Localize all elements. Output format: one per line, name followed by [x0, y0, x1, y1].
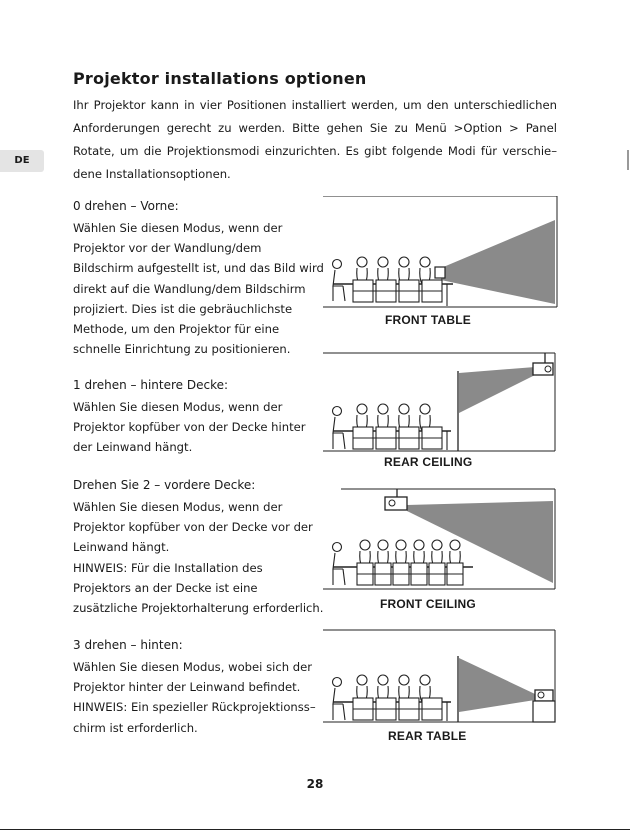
- front-ceiling-illustration: [323, 487, 558, 592]
- page-number: 28: [306, 777, 324, 791]
- section-rear-table: [73, 635, 323, 738]
- page-edge-marker: [627, 150, 629, 170]
- section-line: projiziert. Dies ist die gebräuchlichste: [73, 301, 293, 316]
- section-line: Bildschirm aufgestellt ist, und das Bild wird: [73, 261, 324, 276]
- section-line: Projektor kopfüber von der Decke hinter: [73, 420, 306, 435]
- section-line: Methode, um den Projektor für eine: [73, 322, 280, 337]
- rear-table-illustration: [323, 628, 558, 728]
- section-line: Projektors an der Decke ist eine: [73, 580, 258, 595]
- section-line: HINWEIS: Ein spezieller Rückprojektionss–: [73, 700, 316, 715]
- intro-text: Ihr Projektor kann in vier Positionen installiert werden, um den unterschiedlichen Anforderungen gerecht zu werden. Bitte gehen Sie zu Menü >Option > Panel Rotate, um die Projektionsmodi einzurichten. Es gibt folgende Modi für verschie– dene Installationsoptionen.: [73, 98, 557, 181]
- section-line: Projektor kopfüber von der Decke vor der: [73, 520, 313, 535]
- figure-caption: FRONT CEILING: [380, 597, 476, 611]
- section-heading: Drehen Sie 2 – vordere Decke:: [73, 478, 256, 492]
- section-line: Leinwand hängt.: [73, 540, 170, 555]
- section-line: HINWEIS: Für die Installation des: [73, 560, 263, 575]
- rear-ceiling-illustration: [323, 351, 558, 456]
- figure-caption: REAR CEILING: [384, 455, 473, 469]
- section-line: der Leinwand hängt.: [73, 440, 193, 455]
- section-line: Wählen Sie diesen Modus, wenn der: [73, 500, 283, 514]
- section-rear-ceiling: [73, 375, 323, 458]
- language-tab: DE: [0, 150, 44, 172]
- bottom-rule: [0, 829, 630, 830]
- figure-caption: REAR TABLE: [388, 729, 467, 743]
- section-front-table: [73, 196, 323, 359]
- section-heading: 1 drehen – hintere Decke:: [73, 378, 229, 392]
- section-line: direkt auf die Wandlung/dem Bildschirm: [73, 281, 306, 296]
- front-table-illustration: [323, 196, 558, 311]
- section-heading: 3 drehen – hinten:: [73, 638, 183, 652]
- section-front-ceiling: [73, 475, 323, 618]
- section-line: Wählen Sie diesen Modus, wenn der: [73, 400, 283, 414]
- section-line: chirm ist erforderlich.: [73, 720, 198, 735]
- page-title: Projektor installations optionen: [73, 69, 367, 88]
- section-heading: 0 drehen – Vorne:: [73, 199, 179, 213]
- intro-paragraph: [73, 94, 557, 186]
- section-line: Wählen Sie diesen Modus, wobei sich der: [73, 660, 312, 674]
- figure-caption: FRONT TABLE: [385, 313, 471, 327]
- section-line: zusätzliche Projektorhalterung erforderlich.: [73, 601, 324, 616]
- section-line: Projektor hinter der Leinwand befindet.: [73, 680, 301, 695]
- section-line: schnelle Einrichtung zu positionieren.: [73, 342, 291, 357]
- section-line: Projektor vor der Wandlung/dem: [73, 241, 262, 256]
- section-line: Wählen Sie diesen Modus, wenn der: [73, 221, 283, 235]
